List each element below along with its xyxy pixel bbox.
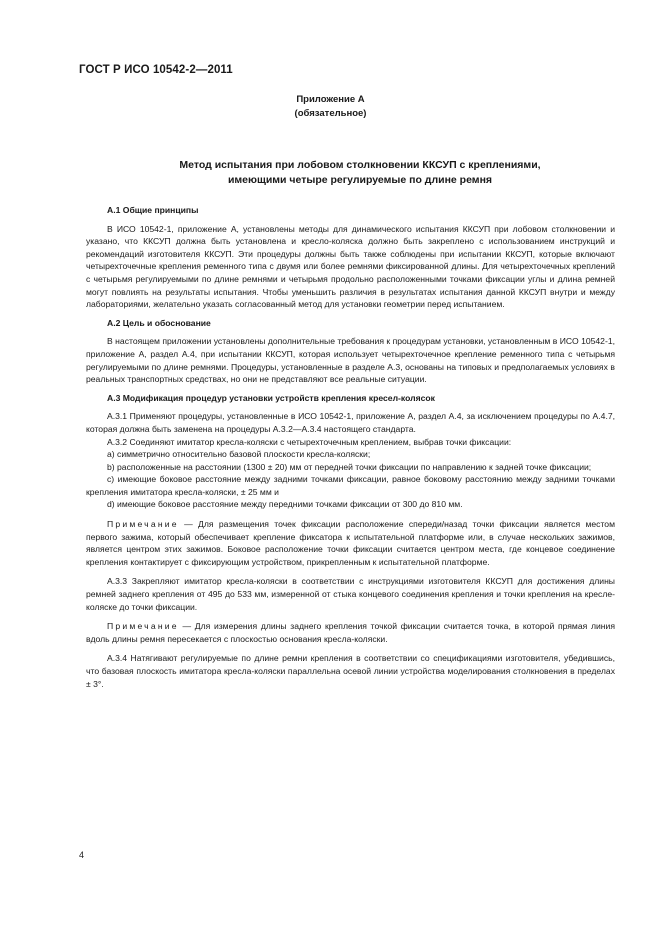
section-a2-text: В настоящем приложении установлены дополнительные требования к процедурам установки, установленным в ИСО 10542-1, приложение А, раздел А.4, при испытании ККСУП, которая использует четырехточечное крепление ременного типа с четырьмя регулируемыми по длине ремнями. Процедуры, установленные в разделе А.3, основаны на типовых и предполагаемых условиях в реальных транспортных средствах, но они не представляют все реальные ситуации. xyxy=(86,336,615,385)
list-item-a: а) симметрично относительно базовой плоскости кресла-коляски; xyxy=(107,449,371,460)
document-title xyxy=(100,158,620,188)
clause-a3-1: А.3.1 Применяют процедуры, установленные в ИСО 10542-1, приложение А, раздел А.4, за исключением процедуры по А.4.7, которая должна быть заменена на процедуры А.3.2—А.3.4 настоящего стандарта. xyxy=(86,411,615,434)
title-line-2: имеющими четыре регулируемые по длине ремня xyxy=(227,174,493,186)
appendix-status: (обязательное) xyxy=(294,108,367,119)
list-item-d: d) имеющие боковое расстояние между передними точками фиксации от 300 до 810 мм. xyxy=(107,499,463,510)
list-item-b: b) расположенные на расстоянии (1300 ± 20) мм от передней точки фиксации по направлению к задней точке фиксации; xyxy=(107,461,592,472)
note-2-text: — Для измерения длины заднего крепления точкой фиксации считается точка, в которой прямая линия вдоль длины ремня пересекается с плоскостью основания кресла-коляски. xyxy=(86,621,615,644)
standard-designation: ГОСТ Р ИСО 10542-2—2011 xyxy=(79,64,233,76)
appendix-label: Приложение А xyxy=(296,94,365,105)
section-a2-heading: А.2 Цель и обоснование xyxy=(107,317,211,328)
clause-a3-2: А.3.2 Соединяют имитатор кресла-коляски с четырехточечным креплением, выбрав точки фиксации: xyxy=(107,436,512,447)
list-item-c: с) имеющие боковое расстояние между задними точками фиксации, равное боковому расстоянию между задними точками крепления имитатора кресла-коляски, ± 25 мм и xyxy=(86,474,615,497)
clause-a3-4: А.3.4 Натягивают регулируемые по длине ремни крепления в соответствии со спецификациями изготовителя, убедившись, что базовая плоскость имитатора кресла-коляски параллельна осевой линии устройства моделирования столкновения в пределах ± 3°. xyxy=(86,653,615,689)
note-2 xyxy=(86,620,615,645)
clause-a3-3: А.3.3 Закрепляют имитатор кресла-коляски в соответствии с инструкциями изготовителя ККСУП для достижения длины ремней заднего крепления от 495 до 533 мм, измеренной от стыка концевого соединения крепления и точки крепления на кресле-коляске до точки фиксации. xyxy=(86,576,615,612)
section-a3-heading: А.3 Модификация процедур установки устройств крепления кресел-колясок xyxy=(107,392,435,403)
section-a1-text: В ИСО 10542-1, приложение А, установлены методы для динамического испытания ККСУП при лобовом столкновении и указано, что ККСУП должна быть установлена и кресло-коляска должно быть закреплено с использованием инструкций и рекомендаций изготовителя ККСУП. Эти процедуры должны быть также соблюдены при испытании ККСУП, которые включают четырехточечные крепления ременного типа с двумя или более ремнями фиксированной длины. Для четырехточечных креплений с четырьмя регулируемыми по длине ремнями и четырьмя продольно расположенными точками фиксации углы и длина ремней могут повлиять на результаты испытания. Чтобы уменьшить различия в результатах испытания данной ККСУП внутри и между лабораториями, желательно указать согласованный метод для установки геометрии перед испытанием. xyxy=(86,223,615,310)
page-number: 4 xyxy=(79,850,85,860)
section-a1-heading: А.1 Общие принципы xyxy=(107,205,199,215)
document-body xyxy=(86,204,615,690)
title-line-1: Метод испытания при лобовом столкновении ККСУП с креплениями, xyxy=(179,159,541,171)
note-1-text: — Для размещения точек фиксации расположение спереди/назад точки фиксации является местом первого зажима, который обеспечивает крепление фиксатора к испытательной платформе или, в случае нескольких зажимов, является центром этих зажимов. Боковое расположение точки фиксации считается центром места, где концевое соединение крепления контактирует с фиксирующим устройством, прикрепленным к испытательной платформе. xyxy=(86,519,615,567)
note-1-label: Примечание xyxy=(107,519,179,530)
note-2-label: Примечание xyxy=(107,621,179,632)
note-1 xyxy=(86,518,615,568)
